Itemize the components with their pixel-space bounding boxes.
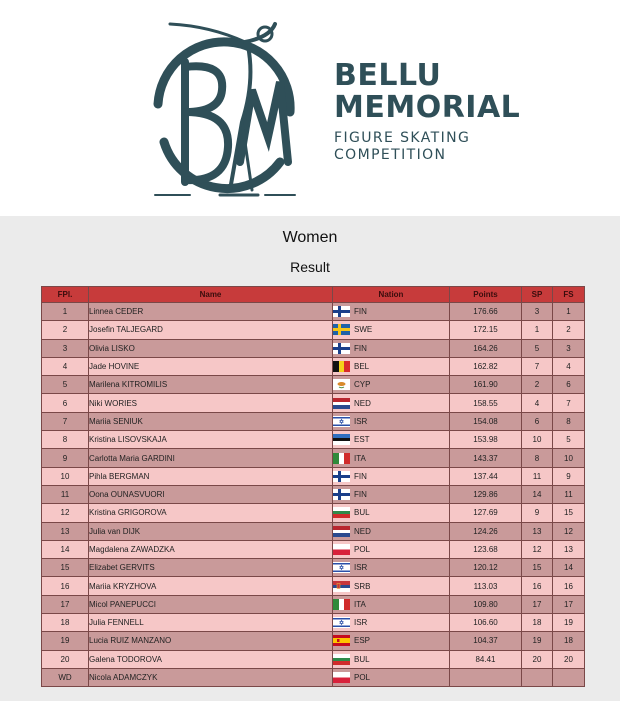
row-points: 124.26 (450, 522, 522, 540)
row-fpl: 4 (42, 357, 89, 375)
flag-fin-icon (333, 489, 350, 500)
table-row[interactable] (42, 431, 585, 449)
row-nation (333, 650, 450, 668)
nation-code: ISR (354, 618, 368, 628)
row-sp: 16 (522, 577, 553, 595)
nation-code: POL (354, 673, 371, 683)
flag-ita-icon (333, 599, 350, 610)
table-row[interactable] (42, 668, 585, 686)
row-points: 158.55 (450, 394, 522, 412)
row-fpl: 14 (42, 540, 89, 558)
nation-code: ESP (354, 636, 371, 646)
table-row[interactable] (42, 485, 585, 503)
row-sp: 15 (522, 559, 553, 577)
col-header-fpl[interactable]: FPl. (42, 287, 89, 303)
flag-bel-icon (333, 361, 350, 372)
col-header-name[interactable]: Name (89, 287, 333, 303)
row-name[interactable]: Mariia KRYZHOVA (89, 577, 333, 595)
row-name[interactable]: Niki WORIES (89, 394, 333, 412)
row-fs: 11 (553, 485, 585, 503)
row-name[interactable]: Marilena KITROMILIS (89, 376, 333, 394)
row-fs: 7 (553, 394, 585, 412)
skater-logo-icon (130, 12, 320, 207)
nation-code: ISR (354, 563, 368, 573)
row-fpl: 8 (42, 431, 89, 449)
table-row[interactable] (42, 394, 585, 412)
row-sp: 6 (522, 412, 553, 430)
row-nation (333, 357, 450, 375)
row-nation (333, 577, 450, 595)
results-header-row (42, 287, 585, 303)
row-name[interactable]: Linnea CEDER (89, 303, 333, 321)
nation-code: EST (354, 435, 370, 445)
row-sp: 7 (522, 357, 553, 375)
row-fpl: 6 (42, 394, 89, 412)
row-nation (333, 412, 450, 430)
nation-code: FIN (354, 307, 367, 317)
row-points: 164.26 (450, 339, 522, 357)
row-name[interactable]: Mariia SENIUK (89, 412, 333, 430)
col-header-nation[interactable]: Nation (333, 287, 450, 303)
table-row[interactable] (42, 467, 585, 485)
row-name[interactable]: Magdalena ZAWADZKA (89, 540, 333, 558)
row-fpl: 9 (42, 449, 89, 467)
table-row[interactable] (42, 339, 585, 357)
row-fpl: 3 (42, 339, 89, 357)
row-fpl: 19 (42, 632, 89, 650)
row-points: 153.98 (450, 431, 522, 449)
row-points: 143.37 (450, 449, 522, 467)
row-name[interactable]: Josefin TALJEGARD (89, 321, 333, 339)
row-sp: 1 (522, 321, 553, 339)
row-fpl: 18 (42, 614, 89, 632)
row-fs: 15 (553, 504, 585, 522)
row-fpl: WD (42, 668, 89, 686)
row-fs: 5 (553, 431, 585, 449)
row-nation (333, 303, 450, 321)
row-nation (333, 321, 450, 339)
row-fpl: 10 (42, 467, 89, 485)
row-sp: 13 (522, 522, 553, 540)
row-points: 172.15 (450, 321, 522, 339)
row-fs: 12 (553, 522, 585, 540)
row-name[interactable]: Oona OUNASVUORI (89, 485, 333, 503)
flag-isr-icon (333, 617, 350, 628)
row-sp: 10 (522, 431, 553, 449)
row-fs: 10 (553, 449, 585, 467)
row-fs: 1 (553, 303, 585, 321)
flag-ned-icon (333, 526, 350, 537)
table-row[interactable] (42, 504, 585, 522)
nation-code: CYP (354, 380, 371, 390)
row-points: 104.37 (450, 632, 522, 650)
flag-srb-icon (333, 581, 350, 592)
row-name[interactable]: Nicola ADAMCZYK (89, 668, 333, 686)
row-points: 120.12 (450, 559, 522, 577)
row-fpl: 7 (42, 412, 89, 430)
row-nation (333, 485, 450, 503)
row-points: 162.82 (450, 357, 522, 375)
flag-fin-icon (333, 343, 350, 354)
flag-bul-icon (333, 507, 350, 518)
row-name[interactable]: Galena TODOROVA (89, 650, 333, 668)
row-nation (333, 632, 450, 650)
flag-bul-icon (333, 654, 350, 665)
col-header-points[interactable]: Points (450, 287, 522, 303)
row-name[interactable]: Olivia LISKO (89, 339, 333, 357)
row-fpl: 5 (42, 376, 89, 394)
brand-text (334, 60, 520, 164)
row-nation (333, 449, 450, 467)
table-row[interactable] (42, 449, 585, 467)
row-fs: 4 (553, 357, 585, 375)
row-name[interactable]: Carlotta Maria GARDINI (89, 449, 333, 467)
row-points: 154.08 (450, 412, 522, 430)
row-fs: 18 (553, 632, 585, 650)
row-points: 106.60 (450, 614, 522, 632)
flag-fin-icon (333, 471, 350, 482)
flag-isr-icon (333, 562, 350, 573)
brand-line-2: MEMORIAL (334, 90, 521, 125)
row-sp: 8 (522, 449, 553, 467)
row-sp: 17 (522, 595, 553, 613)
table-row[interactable] (42, 559, 585, 577)
row-sp: 14 (522, 485, 553, 503)
row-fpl: 11 (42, 485, 89, 503)
row-sp (522, 668, 553, 686)
row-nation (333, 559, 450, 577)
row-points: 176.66 (450, 303, 522, 321)
row-fpl: 1 (42, 303, 89, 321)
row-points: 127.69 (450, 504, 522, 522)
nation-code: SRB (354, 581, 371, 591)
row-fpl: 20 (42, 650, 89, 668)
row-name[interactable]: Kristina GRIGOROVA (89, 504, 333, 522)
table-row[interactable] (42, 522, 585, 540)
row-nation (333, 522, 450, 540)
row-nation (333, 394, 450, 412)
row-points: 137.44 (450, 467, 522, 485)
row-nation (333, 339, 450, 357)
row-nation (333, 595, 450, 613)
row-fs: 19 (553, 614, 585, 632)
brand-line-3: FIGURE SKATING (334, 130, 471, 146)
row-fs: 17 (553, 595, 585, 613)
table-row[interactable] (42, 540, 585, 558)
row-fpl: 12 (42, 504, 89, 522)
row-name[interactable]: Jade HOVINE (89, 357, 333, 375)
flag-est-icon (333, 434, 350, 445)
nation-code: BUL (354, 508, 370, 518)
nation-code: NED (354, 526, 371, 536)
nation-code: NED (354, 398, 371, 408)
row-name[interactable]: Pihla BERGMAN (89, 467, 333, 485)
nation-code: FIN (354, 490, 367, 500)
row-fs (553, 668, 585, 686)
row-points (450, 668, 522, 686)
row-sp: 3 (522, 303, 553, 321)
row-nation (333, 431, 450, 449)
row-sp: 4 (522, 394, 553, 412)
row-sp: 9 (522, 504, 553, 522)
flag-fin-icon (333, 306, 350, 317)
row-sp: 19 (522, 632, 553, 650)
row-fs: 13 (553, 540, 585, 558)
nation-code: BUL (354, 654, 370, 664)
row-fs: 3 (553, 339, 585, 357)
row-fpl: 15 (42, 559, 89, 577)
table-row[interactable] (42, 357, 585, 375)
flag-isr-icon (333, 416, 350, 427)
row-sp: 2 (522, 376, 553, 394)
nation-code: ITA (354, 599, 366, 609)
col-header-sp[interactable]: SP (522, 287, 553, 303)
row-sp: 18 (522, 614, 553, 632)
brand-line-1: BELLU (334, 58, 442, 93)
table-row[interactable] (42, 303, 585, 321)
nation-code: BEL (354, 362, 370, 372)
nation-code: FIN (354, 343, 367, 353)
row-name[interactable]: Elizabet GERVITS (89, 559, 333, 577)
row-fs: 16 (553, 577, 585, 595)
row-fs: 14 (553, 559, 585, 577)
row-points: 113.03 (450, 577, 522, 595)
nation-code: POL (354, 545, 371, 554)
table-row[interactable] (42, 577, 585, 595)
table-row[interactable] (42, 650, 585, 668)
flag-pol-icon (333, 544, 350, 555)
row-fpl: 16 (42, 577, 89, 595)
row-fs: 6 (553, 376, 585, 394)
table-row[interactable] (42, 632, 585, 650)
row-fs: 2 (553, 321, 585, 339)
row-name[interactable]: Julia FENNELL (89, 614, 333, 632)
row-points: 84.41 (450, 650, 522, 668)
table-row[interactable] (42, 321, 585, 339)
flag-esp-icon (333, 635, 350, 646)
row-name[interactable]: Kristina LISOVSKAJA (89, 431, 333, 449)
row-fpl: 2 (42, 321, 89, 339)
nation-code: ITA (354, 453, 366, 463)
nation-code: FIN (354, 471, 367, 481)
row-nation (333, 668, 450, 686)
row-nation (333, 504, 450, 522)
table-row[interactable] (42, 614, 585, 632)
event-title: Women (282, 229, 338, 246)
row-fs: 20 (553, 650, 585, 668)
row-points: 161.90 (450, 376, 522, 394)
table-row[interactable] (42, 412, 585, 430)
row-nation (333, 540, 450, 558)
row-points: 129.86 (450, 485, 522, 503)
nation-code: SWE (354, 325, 373, 335)
row-sp: 11 (522, 467, 553, 485)
row-fpl: 13 (42, 522, 89, 540)
row-fpl: 17 (42, 595, 89, 613)
row-fs: 9 (553, 467, 585, 485)
col-header-fs[interactable]: FS (553, 287, 585, 303)
table-row[interactable] (42, 376, 585, 394)
flag-cyp-icon (333, 379, 350, 390)
flag-swe-icon (333, 324, 350, 335)
row-fs: 8 (553, 412, 585, 430)
results-table (41, 286, 585, 687)
brand-line-4: COMPETITION (334, 147, 447, 163)
row-name[interactable]: Julia van DIJK (89, 522, 333, 540)
row-sp: 20 (522, 650, 553, 668)
row-name[interactable]: Micol PANEPUCCI (89, 595, 333, 613)
row-nation (333, 614, 450, 632)
flag-ned-icon (333, 398, 350, 409)
row-sp: 12 (522, 540, 553, 558)
row-name[interactable]: Lucia RUIZ MANZANO (89, 632, 333, 650)
event-subtitle: Result (290, 259, 330, 275)
table-row[interactable] (42, 595, 585, 613)
row-points: 123.68 (450, 540, 522, 558)
event-header (0, 0, 620, 216)
row-nation (333, 467, 450, 485)
row-sp: 5 (522, 339, 553, 357)
row-nation (333, 376, 450, 394)
row-points: 109.80 (450, 595, 522, 613)
nation-code: ISR (354, 416, 368, 426)
flag-pol-icon (333, 672, 350, 683)
flag-ita-icon (333, 453, 350, 464)
